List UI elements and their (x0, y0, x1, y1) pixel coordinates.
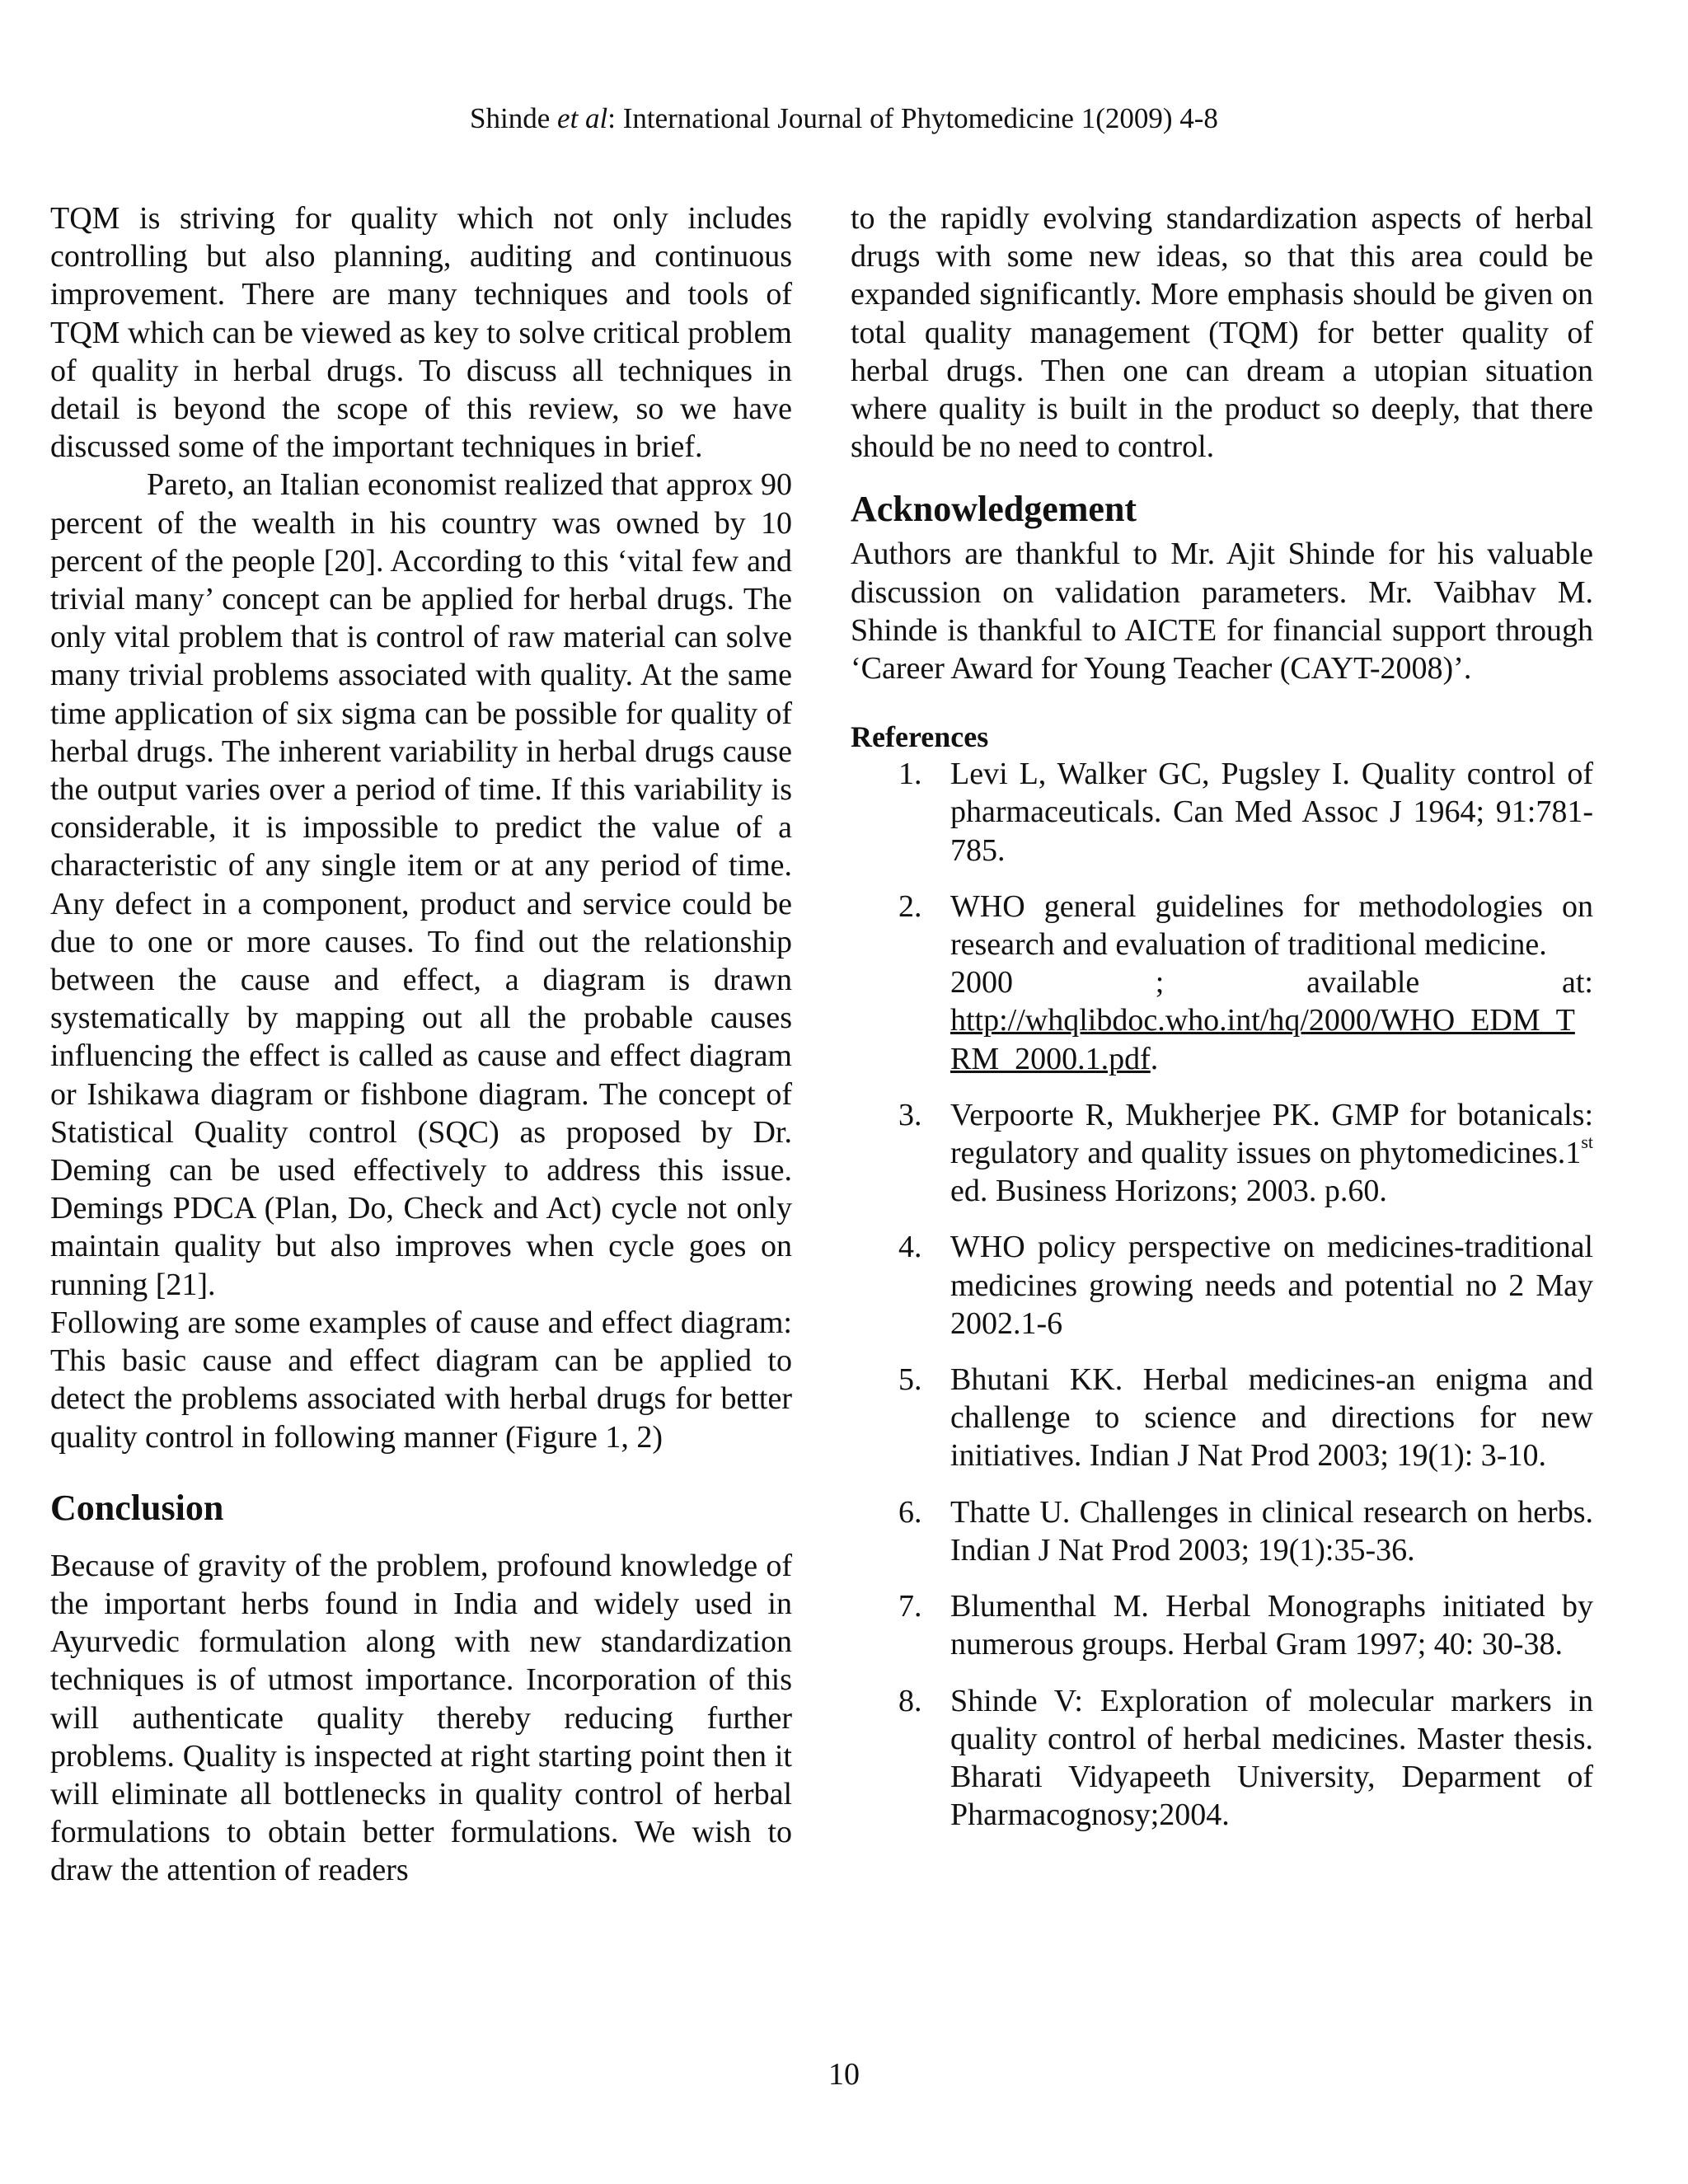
conclusion-paragraph: Because of gravity of the problem, profound knowledge of the important herbs found in India and widely used in Ayurvedic formulation along with new standardization techniques is of utmost importance. Incorporation of this will authenticate quality thereby reducing further problems. Quality is inspected at right starting point then it will eliminate all bottlenecks in quality control of herbal formulations to obtain better formulations. We wish to draw the attention of readers (50, 1548, 792, 1888)
conclusion-continuation: to the rapidly evolving standardization aspects of herbal drugs with some new ideas, so that this area could be expanded significantly. More emphasis should be given on total quality management (TQM) for better quality of herbal drugs. Then one can dream a utopian situation where quality is built in the product so deeply, that there should be no need to control. (851, 201, 1593, 465)
body-paragraph-cause-effect: Following are some examples of cause and effect diagram: This basic cause and effect diagram can be applied to detect the problems associated with herbal drugs for better quality control in following manner (Figure 1, 2) (50, 1305, 792, 1455)
reference-item (851, 1587, 1593, 1663)
reference-item (851, 1682, 1593, 1835)
reference-text: Blumenthal M. Herbal Monographs initiated by numerous groups. Herbal Gram 1997; 40: 30-38. (950, 1589, 1593, 1662)
reference-number: 5. (898, 1362, 922, 1398)
reference-superscript: st (1581, 1132, 1593, 1153)
reference-text-end: ed. Business Horizons; 2003. p.60. (950, 1174, 1387, 1209)
references-heading: References (851, 720, 989, 754)
body-paragraph-pareto: Pareto, an Italian economist realized that approx 90 percent of the wealth in his country was owned by 10 percent of the people [20]. According to this ‘vital few and trivial many’ concept can be applied for herbal drugs. The only vital problem that is control of raw material can solve many trivial problems associated with quality. At the same time application of six sigma can be possible for quality of herbal drugs. The inherent variability in herbal drugs cause the output varies over a period of time. If this variability is considerable, it is impossible to predict the value of a characteristic of any single item or at any period of time. Any defect in a component, product and service could be due to one or more causes. To find out the relationship between the cause and effect, a diagram is drawn systematically by mapping out all the probable causes influencing the effect is called as cause and effect diagram or Ishikawa diagram or fishbone diagram. The concept of Statistical Quality control (SQC) as proposed by Dr. Deming can be used effectively to address this issue. Demings PDCA (Plan, Do, Check and Act) cycle not only maintain quality but also improves when cycle goes on running [21]. (50, 467, 792, 1302)
reference-number: 2. (898, 888, 922, 924)
reference-text: WHO general guidelines for methodologies on research and evaluation of traditional medicine. (950, 888, 1593, 963)
left-column (50, 199, 792, 1890)
reference-text-end: . (1150, 1041, 1159, 1076)
reference-list (851, 755, 1593, 1834)
reference-item (851, 1096, 1593, 1211)
reference-text: Bhutani KK. Herbal medicines-an enigma and challenge to science and directions for new initiatives. Indian J Nat Prod 2003; 19(1): 3-10. (950, 1362, 1593, 1474)
header-journal: : International Journal of Phytomedicine 1(2009) 4-8 (607, 102, 1218, 134)
conclusion-heading: Conclusion (50, 1487, 224, 1528)
reference-number: 4. (898, 1230, 922, 1265)
body-paragraph-tqm: TQM is striving for quality which not only includes controlling but also planning, auditing and continuous improvement. There are many techniques and tools of TQM which can be viewed as key to solve critical problem of quality in herbal drugs. To discuss all techniques in detail is beyond the scope of this review, so we have discussed some of the important techniques in brief. (50, 201, 792, 465)
header-etal: et al (557, 102, 608, 134)
reference-url-link[interactable]: http://whqlibdoc.who.int/hq/2000/WHO_EDM_TRM_2000.1.pdf (950, 1003, 1575, 1076)
reference-text-available: 2000 ; available at: (950, 965, 1593, 1001)
running-header (0, 101, 1688, 137)
reference-text: Levi L, Walker GC, Pugsley I. Quality control of pharmaceuticals. Can Med Assoc J 1964; 91:781-785. (950, 757, 1593, 868)
right-column (851, 199, 1593, 1852)
reference-item (851, 888, 1593, 1078)
reference-item (851, 755, 1593, 869)
reference-text: Verpoorte R, Mukherjee PK. GMP for botanicals: regulatory and quality issues on phytomedicines.1 (950, 1097, 1593, 1171)
acknowledgement-heading: Acknowledgement (851, 489, 1137, 530)
reference-number: 3. (898, 1097, 922, 1132)
reference-number: 8. (898, 1683, 922, 1718)
header-author: Shinde (470, 102, 551, 134)
reference-item (851, 1493, 1593, 1569)
reference-number: 7. (898, 1589, 922, 1624)
reference-number: 1. (898, 757, 922, 792)
reference-number: 6. (898, 1494, 922, 1530)
acknowledgement-paragraph: Authors are thankful to Mr. Ajit Shinde for his valuable discussion on validation parameters. Mr. Vaibhav M. Shinde is thankful to AICTE for financial support through ‘Career Award for Young Teacher (CAYT-2008)’. (851, 537, 1593, 687)
page-number: 10 (828, 2057, 860, 2092)
reference-text: Shinde V: Exploration of molecular markers in quality control of herbal medicines. Master thesis. Bharati Vidyapeeth University, Deparment of Pharmacognosy;2004. (950, 1683, 1593, 1833)
reference-text: WHO policy perspective on medicines-traditional medicines growing needs and potential no 2 May 2002.1-6 (950, 1230, 1593, 1341)
reference-item (851, 1228, 1593, 1343)
reference-text: Thatte U. Challenges in clinical research on herbs. Indian J Nat Prod 2003; 19(1):35-36. (950, 1494, 1593, 1568)
reference-item (851, 1361, 1593, 1475)
